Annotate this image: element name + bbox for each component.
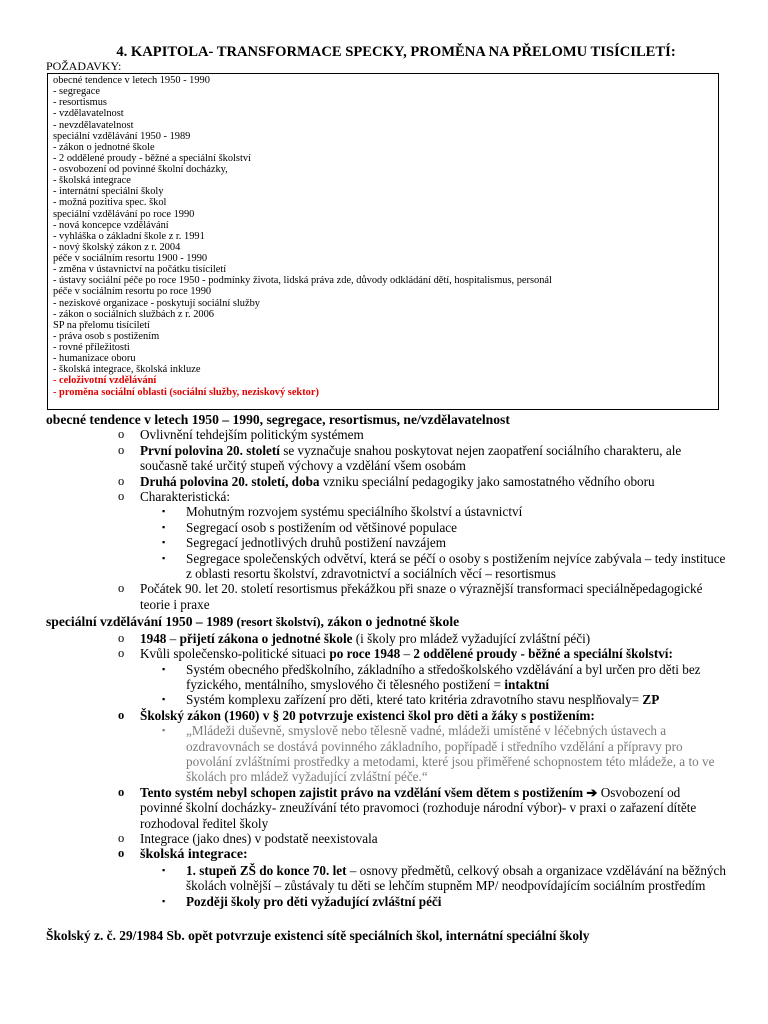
requirement-line: - resortismus	[53, 97, 107, 109]
requirement-line: - rovné příležitosti	[53, 342, 130, 353]
requirement-line: - proměna sociální oblasti (sociální služby, neziskový sektor)	[53, 386, 319, 398]
list-item: o Školský zákon (1960) v § 20 potvrzuje existenci škol pro děti a žáky s postižením:	[118, 707, 595, 723]
list-item: o školská integrace:	[118, 846, 248, 863]
requirement-line: - 2 oddělené proudy - běžné a speciální školství	[53, 152, 251, 164]
requirement-line: - internátní speciální školy	[53, 186, 164, 198]
requirement-line: speciální vzdělávání po roce 1990	[53, 208, 195, 220]
final-paragraph: Školský z. č. 29/1984 Sb. opět potvrzuje existenci sítě speciálních škol, internátní speciální školy	[46, 928, 590, 943]
sub-list-item: ▪ Systém obecného předškolního, základního a středoškolského vzdělávání a byl určen pro děti bez fyzického, mentálního, smyslového či tělesného postižení = intaktní	[162, 661, 701, 692]
requirement-line: - humanizace oboru	[53, 353, 136, 365]
requirement-line: - osvobození od povinné školní docházky,	[53, 164, 228, 175]
list-item: o Kvůli společensko-politické situaci po roce 1948 – 2 oddělené proudy - běžné a speciální školství:	[118, 646, 673, 662]
requirement-line: - segregace	[53, 86, 101, 98]
list-item: o Druhá polovina 20. století, doba vzniku speciální pedagogiky jako samostatného vědního oboru	[118, 473, 655, 489]
requirement-line: - práva osob s postižením	[53, 330, 160, 342]
square-bullet-icon: ▪	[162, 663, 166, 674]
sub-list-item: ▪ Systém komplexu zařízení pro děti, které tato kritéria zdravotního stavu nesplňovaly= ZP	[162, 692, 660, 708]
square-bullet-icon: ▪	[162, 537, 166, 548]
section-heading-special-education: speciální vzdělávání 1950 – 1989 (resort školství), zákon o jednotné škole	[46, 614, 460, 630]
requirement-line: - nová koncepce vzdělávání	[53, 219, 169, 231]
chapter-title: 4. KAPITOLA- TRANSFORMACE SPECKY, PROMĚNA NA PŘELOMU TISÍCILETÍ:	[116, 44, 676, 60]
circle-bullet-icon: o	[118, 581, 125, 596]
requirement-line: - neziskové organizace - poskytují sociální služby	[53, 297, 260, 309]
requirement-line: - celoživotní vzdělávání	[53, 375, 157, 387]
list-item: o Tento systém nebyl schopen zajistit právo na vzdělání všem dětem s postižením ➔ Osvobození od povinné školní docházky- zneužívání této pravomoci (rozhoduje národní výbor)- v praxi o zařazení dítěte rozhodoval ředitel školy	[118, 784, 697, 831]
requirement-line: - vyhláška o základní škole z r. 1991	[53, 230, 205, 242]
requirement-line: - vzdělavatelnost	[53, 108, 124, 120]
requirement-line: obecné tendence v letech 1950 - 1990	[53, 75, 210, 86]
quote-item: ▪ „Mládeži duševně, smyslově nebo tělesně vadné, mládeži umístěné v léčebných ústavech a ozdravovnách se dostává povinného základního, popřípadě i středního vzdělání a přípravy pro povolání zvláštními prostředky a metodami, které jsou přiměřené schopnostem této mládeže, a to ve školách pro mládež vyžadující zvláštní péče.“	[162, 723, 715, 785]
circle-bullet-icon: o	[118, 646, 125, 661]
list-item: o Počátek 90. let 20. století resortismus překážkou při snaze o výraznější transformaci speciálněpedagogické teorie i praxe	[118, 581, 703, 612]
list-item: o Integrace (jako dnes) v podstatě neexistovala	[118, 830, 378, 846]
circle-bullet-icon: o	[118, 442, 125, 457]
circle-bullet-icon: o	[118, 473, 125, 488]
requirement-line: péče v sociálním resortu po roce 1990	[53, 286, 212, 298]
requirement-line: - školská integrace	[53, 175, 131, 187]
requirements-label: POŽADAVKY:	[46, 59, 122, 73]
square-bullet-icon: ▪	[162, 694, 166, 705]
circle-bullet-icon: o	[118, 707, 125, 722]
sub-list-item: ▪ Později školy pro děti vyžadující zvláštní péči	[162, 893, 442, 909]
square-bullet-icon: ▪	[162, 895, 166, 906]
square-bullet-icon: ▪	[162, 725, 166, 736]
main-content	[46, 412, 726, 943]
circle-bullet-icon: o	[118, 830, 125, 845]
square-bullet-icon: ▪	[162, 552, 166, 563]
requirement-line: - zákon o sociálních službách z r. 2006	[53, 308, 215, 320]
square-bullet-icon: ▪	[162, 864, 166, 875]
sub-list-item: ▪ Segregace společenských odvětví, která se péčí o osoby s postižením nejvíce zabývala – tedy instituce z oblasti resortu školství, zdravotnictví a sociálních věcí – resortismus	[162, 550, 726, 582]
requirement-line: SP na přelomu tisíciletí	[53, 319, 150, 331]
arrow-right-icon: ➔	[583, 784, 598, 800]
section-heading-general-tendencies: obecné tendence v letech 1950 – 1990, segregace, resortismus, ne/vzdělavatelnost	[46, 412, 510, 427]
sub-list-item: ▪ Segregací osob s postižením od většinové populace	[162, 519, 458, 535]
circle-bullet-icon: o	[118, 630, 125, 645]
square-bullet-icon: ▪	[162, 521, 166, 532]
list-item: o Charakteristická:	[118, 489, 231, 505]
sub-list-item: ▪ Segregací jednotlivých druhů postižení navzájem	[162, 535, 447, 551]
requirement-line: - změna v ústavnictví na počátku tisíciletí	[53, 264, 227, 276]
requirements-box	[47, 73, 719, 410]
list-item: o 1948 – přijetí zákona o jednotné škole (i školy pro mládež vyžadující zvláštní péči)	[118, 630, 591, 646]
requirement-line: - zákon o jednotné škole	[53, 141, 155, 153]
requirement-line: speciální vzdělávání 1950 - 1989	[53, 130, 191, 142]
requirement-line: - ústavy sociální péče po roce 1950 - podmínky života, lidská práva zde, důvody odkládání dětí, hospitalismus, personál	[53, 275, 552, 287]
requirement-line: - nevzdělavatelnost	[53, 119, 134, 131]
list-item: o Ovlivnění tehdejším politickým systémem	[118, 427, 364, 443]
square-bullet-icon: ▪	[162, 506, 166, 517]
circle-bullet-icon: o	[118, 846, 125, 861]
sub-list-item: ▪ 1. stupeň ZŠ do konce 70. let – osnovy předmětů, celkový obsah a organizace vzdělávání na běžných školách volnější – zůstávaly tu děti se lehčím stupněm MP/ neodpovídajícím sociálním prostředím	[162, 862, 726, 894]
circle-bullet-icon: o	[118, 784, 125, 799]
circle-bullet-icon: o	[118, 427, 125, 442]
sub-list-item: ▪ Mohutným rozvojem systému speciálního školství a ústavnictví	[162, 504, 523, 520]
list-item: o První polovina 20. století se vyznačuje snahou poskytovat nejen zaopatření sociálního charakteru, ale současně také určitý stupeň výchovy a vzdělání všem osobám	[118, 442, 682, 474]
requirement-line: - nový školský zákon z r. 2004	[53, 241, 181, 253]
circle-bullet-icon: o	[118, 489, 125, 504]
requirement-line: - možná pozitiva spec. škol	[53, 197, 167, 209]
requirement-line: - školská integrace, školská inkluze	[53, 364, 201, 376]
requirement-line: péče v sociálním resortu 1900 - 1990	[53, 253, 208, 264]
